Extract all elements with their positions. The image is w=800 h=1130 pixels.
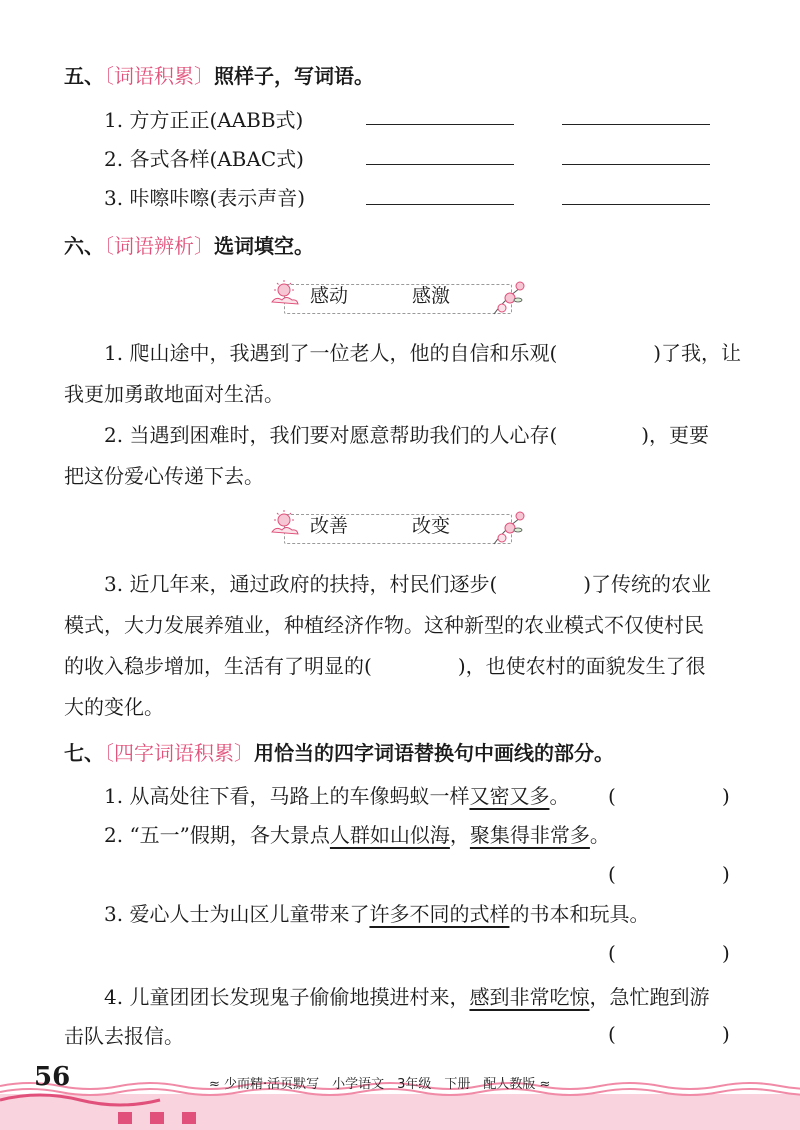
s7-q1-text: 1. 从高处往下看，马路上的车像蚂蚁一样 <box>104 784 470 808</box>
s6-q2-text-a: 2. 当遇到困难时，我们要对愿意帮助我们的人心存( <box>104 423 558 447</box>
answer-line-5-3b[interactable] <box>562 204 710 205</box>
s7-q2-paren-open: ( <box>608 862 616 886</box>
s7-q4-line1 <box>104 983 709 1011</box>
answer-line-5-2a[interactable] <box>366 164 514 165</box>
s6-q3-text-d: )，也使农村的面貌发生了很 <box>457 654 706 678</box>
s7-q2-answer[interactable] <box>622 860 718 888</box>
s7-q1 <box>104 782 569 810</box>
s6-q3-line3 <box>64 652 706 680</box>
s6-q3-text-c: 的收入稳步增加，生活有了明显的( <box>64 654 372 678</box>
s7-q3-paren-open: ( <box>608 941 616 965</box>
section5-item-3: 3. 咔嚓咔嚓(表示声音) <box>104 186 306 210</box>
s7-q3-end: 的书本和玩具。 <box>509 902 650 926</box>
s6-q2-line2: 把这份爱心传递下去。 <box>64 464 264 488</box>
word-option-gandong: 感动 <box>310 285 349 307</box>
s7-q4-line2: 击队去报信。 <box>64 1024 184 1048</box>
section7-heading <box>64 739 614 767</box>
s7-q1-paren-close: ) <box>722 784 730 808</box>
s7-q2-comma: ， <box>449 823 470 847</box>
section7-number: 七、 <box>64 741 104 765</box>
section5-number: 五、 <box>64 64 104 88</box>
s6-q3-text-a: 3. 近几年来，通过政府的扶持，村民们逐步( <box>104 572 498 596</box>
sun-cloud-icon <box>266 278 306 312</box>
answer-line-5-2b[interactable] <box>562 164 710 165</box>
answer-line-5-3a[interactable] <box>366 204 514 205</box>
s7-q2 <box>104 821 610 849</box>
s6-q1-text-a: 1. 爬山途中，我遇到了一位老人，他的自信和乐观( <box>104 341 558 365</box>
s6-q2-text-b: )，更要 <box>641 423 710 447</box>
section5-item-1: 1. 方方正正(AABB式) <box>104 108 304 132</box>
page-number: 56 <box>34 1062 71 1092</box>
s7-q4-paren-close: ) <box>722 1022 730 1046</box>
s7-q1-answer[interactable] <box>622 782 718 810</box>
s6-q3-text-b: )了传统的农业 <box>583 572 712 596</box>
s6-q1-line1 <box>104 339 741 367</box>
s7-q2-end: 。 <box>589 823 610 847</box>
s6-q3-line1 <box>104 570 711 598</box>
section5-tag: 〔词语积累〕 <box>104 64 214 88</box>
section5-instruction: 照样子，写词语。 <box>214 64 374 88</box>
s7-q3-underlined: 许多不同的式样 <box>369 902 510 926</box>
s6-q3-line2: 模式，大力发展养殖业，种植经济作物。这种新型的农业模式不仅使村民 <box>64 613 704 637</box>
sun-cloud-icon <box>266 508 306 542</box>
answer-line-5-1a[interactable] <box>366 124 514 125</box>
section6-instruction: 选词填空。 <box>214 234 314 258</box>
section6-tag: 〔词语辨析〕 <box>104 234 214 258</box>
s7-q4-underlined: 感到非常吃惊 <box>469 985 590 1009</box>
s6-q3-line4: 大的变化。 <box>64 695 164 719</box>
s7-q4-text: 4. 儿童团团长发现鬼子偷偷地摸进村来， <box>104 985 470 1009</box>
section5-item-2: 2. 各式各样(ABAC式) <box>104 147 304 171</box>
s7-q1-underlined: 又密又多 <box>469 784 550 808</box>
s7-q1-paren-open: ( <box>608 784 616 808</box>
s7-q3-paren-close: ) <box>722 941 730 965</box>
section7-tag: 〔四字词语积累〕 <box>104 741 254 765</box>
s7-q2-text: 2. “五一”假期，各大景点 <box>104 823 330 847</box>
word-box-2 <box>266 508 530 544</box>
word-box-1 <box>266 278 530 314</box>
section7-instruction: 用恰当的四字词语替换句中画线的部分。 <box>254 741 614 765</box>
s7-q4-end: ，急忙跑到游 <box>589 985 710 1009</box>
s7-q3-text: 3. 爱心人士为山区儿童带来了 <box>104 902 370 926</box>
footer-book-info: ≈ 少而精·活页默写 小学语文 3年级 下册 配人教版 ≈ <box>209 1077 551 1092</box>
s6-q1-line2: 我更加勇敢地面对生活。 <box>64 382 284 406</box>
s6-q2-line1 <box>104 421 709 449</box>
s7-q3-answer[interactable] <box>622 939 718 967</box>
s7-q2-paren-close: ) <box>722 862 730 886</box>
section6-number: 六、 <box>64 234 104 258</box>
section6-heading <box>64 232 314 260</box>
s7-q4-answer[interactable] <box>622 1020 718 1048</box>
flower-icon <box>490 278 530 318</box>
word-option-ganji: 感激 <box>412 285 451 307</box>
s7-q3 <box>104 900 649 928</box>
s6-q1-text-b: )了我，让 <box>653 341 742 365</box>
section5-heading <box>64 62 374 90</box>
answer-line-5-1b[interactable] <box>562 124 710 125</box>
footer-decoration <box>0 1060 800 1130</box>
word-option-gaibian: 改变 <box>412 515 451 537</box>
flower-icon <box>490 508 530 548</box>
s7-q1-end: 。 <box>549 784 570 808</box>
word-option-gaishan: 改善 <box>310 515 349 537</box>
s7-q4-paren-open: ( <box>608 1022 616 1046</box>
s7-q2-underlined-2: 聚集得非常多 <box>469 823 590 847</box>
s7-q2-underlined-1: 人群如山似海 <box>329 823 450 847</box>
